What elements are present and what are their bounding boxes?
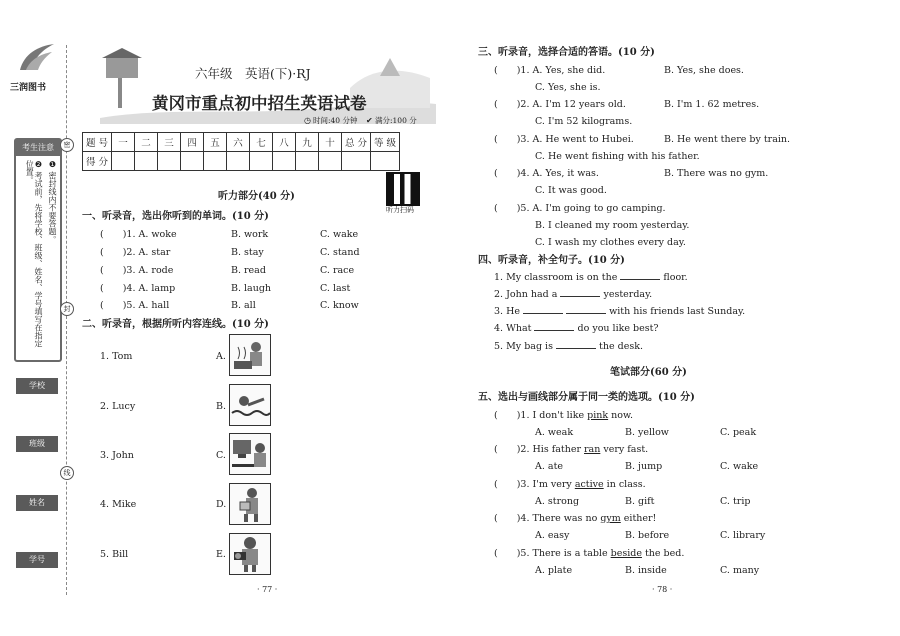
sec4-q4 xyxy=(494,324,659,334)
sec5-q3-post: in class. xyxy=(603,479,646,490)
blank-input[interactable] xyxy=(523,313,563,314)
sec1-q1-a[interactable]: ( )1. A. woke xyxy=(100,229,177,240)
score-cell: 得 分 xyxy=(83,152,112,171)
sec4-q1-pre: 1. My classroom is on the xyxy=(494,272,618,283)
score-cell: 四 xyxy=(181,133,204,152)
sec4-q2 xyxy=(494,290,652,300)
page-number-right: · 78 · xyxy=(652,585,673,594)
sec4-q1 xyxy=(494,273,688,283)
sec3-q4-c[interactable]: C. It was good. xyxy=(535,185,607,196)
sec4-title: 四、听录音，补全句子。(10 分) xyxy=(478,255,625,266)
time-info: 时间:40 分钟 xyxy=(313,116,358,125)
sec5-q1-b[interactable]: B. yellow xyxy=(625,427,669,438)
score-cell: 七 xyxy=(250,133,273,152)
blank-input[interactable] xyxy=(556,348,596,349)
brand-name: 三润图书 xyxy=(10,83,47,93)
sec5-q5-a[interactable]: A. plate xyxy=(535,565,573,576)
reading-picture-icon[interactable] xyxy=(229,483,271,525)
brand-logo-icon xyxy=(14,40,58,76)
sec3-q1-a[interactable]: ( )1. A. Yes, she did. xyxy=(494,65,606,76)
sec5-q3-pre: ( )3. I'm very xyxy=(494,479,575,490)
sec1-q5-a[interactable]: ( )5. A. hall xyxy=(100,300,170,311)
sec5-q4-pre: ( )4. There was no xyxy=(494,513,601,524)
sec4-q5 xyxy=(494,342,643,352)
listening-title: 听力部分(40 分) xyxy=(218,191,295,202)
sec2-title: 二、听录音，根据所听内容连线。(10 分) xyxy=(82,319,269,330)
sec1-title: 一、听录音，选出你听到的单词。(10 分) xyxy=(82,211,269,222)
field-student-id[interactable]: 学号 xyxy=(16,552,58,568)
score-cell: 二 xyxy=(135,133,158,152)
sec4-q2-post: yesterday. xyxy=(603,289,653,300)
sec5-q5[interactable] xyxy=(494,549,684,559)
sec5-q3-a[interactable]: A. strong xyxy=(535,496,580,507)
sec4-q5-post: the desk. xyxy=(599,341,643,352)
score-input[interactable] xyxy=(319,152,342,171)
sec5-q3-underlined: active xyxy=(574,479,604,490)
sec3-q2-c[interactable]: C. I'm 52 kilograms. xyxy=(535,116,633,127)
seal-mark-1: 密 xyxy=(60,138,74,152)
score-cell: 等 级 xyxy=(371,133,400,152)
sec1-q1-c[interactable]: C. wake xyxy=(320,229,359,240)
score-cell: 八 xyxy=(273,133,296,152)
blank-input[interactable] xyxy=(620,279,660,280)
sec5-q1-underlined: pink xyxy=(587,410,609,421)
exam-title: 黄冈市重点初中招生英语试卷 xyxy=(152,94,367,113)
sec5-q4-a[interactable]: A. easy xyxy=(535,530,570,541)
sec1-q5-c[interactable]: C. know xyxy=(320,300,359,311)
sec4-q5-pre: 5. My bag is xyxy=(494,341,553,352)
sidebar xyxy=(6,30,66,600)
score-table-header-row xyxy=(83,133,400,152)
sec3-q1-b[interactable]: B. Yes, she does. xyxy=(664,65,744,76)
seal-line xyxy=(66,45,67,595)
sec5-q5-c[interactable]: C. many xyxy=(720,565,760,576)
seal-mark-2: 封 xyxy=(60,302,74,316)
sec3-q1-c[interactable]: C. Yes, she is. xyxy=(535,82,601,93)
match-name-mike[interactable]: 4. Mike xyxy=(100,499,137,510)
field-school[interactable]: 学校 xyxy=(16,378,58,394)
sec3-q3-b[interactable]: B. He went there by train. xyxy=(664,134,791,145)
sec5-q1-a[interactable]: A. weak xyxy=(535,427,574,438)
qr-label: 听力扫码 xyxy=(386,206,414,214)
field-class[interactable]: 班级 xyxy=(16,436,58,452)
match-name-john[interactable]: 3. John xyxy=(100,450,134,461)
match-name-tom[interactable]: 1. Tom xyxy=(100,351,133,362)
sec5-q4[interactable] xyxy=(494,514,656,524)
sec1-q3-b[interactable]: B. read xyxy=(231,265,266,276)
check-icon: ✔ xyxy=(366,116,373,125)
sec4-q4-post: do you like best? xyxy=(577,323,659,334)
score-cell: 六 xyxy=(227,133,250,152)
score-cell: 题 号 xyxy=(83,133,112,152)
match-letter-b: B. xyxy=(216,401,227,412)
sec5-q3-b[interactable]: B. gift xyxy=(625,496,655,507)
match-name-bill[interactable]: 5. Bill xyxy=(100,549,129,560)
cooking-picture-icon[interactable] xyxy=(229,334,271,376)
score-input[interactable] xyxy=(181,152,204,171)
sec4-q2-pre: 2. John had a xyxy=(494,289,558,300)
sec4-q4-pre: 4. What xyxy=(494,323,532,334)
score-input[interactable] xyxy=(250,152,273,171)
sec3-q5-c[interactable]: C. I wash my clothes every day. xyxy=(535,237,686,248)
sec5-q2-pre: ( )2. His father xyxy=(494,444,585,455)
match-letter-e: E. xyxy=(216,549,226,560)
sec3-q3-c[interactable]: C. He went fishing with his father. xyxy=(535,151,700,162)
score-cell: 十 xyxy=(319,133,342,152)
sec3-q4-a[interactable]: ( )4. A. Yes, it was. xyxy=(494,168,599,179)
sec1-q3-a[interactable]: ( )3. A. rode xyxy=(100,265,174,276)
sec4-q1-post: floor. xyxy=(663,272,688,283)
notice-item-2: ❷ 考试前，先将学校、班级、姓名、学号填写在指定位置。 xyxy=(25,160,43,348)
sec1-q5-b[interactable]: B. all xyxy=(231,300,256,311)
score-cell: 九 xyxy=(296,133,319,152)
score-table xyxy=(82,132,400,171)
score-input[interactable] xyxy=(342,152,371,171)
qr-code-icon[interactable] xyxy=(386,172,420,206)
score-cell: 总 分 xyxy=(342,133,371,152)
score-info: 满分:100 分 xyxy=(375,116,417,125)
sec1-q4-b[interactable]: B. laugh xyxy=(231,283,272,294)
sec5-q2-post: very fast. xyxy=(600,444,649,455)
sec5-q1-pre: ( )1. I don't like xyxy=(494,410,588,421)
sec5-q5-pre: ( )5. There is a table xyxy=(494,548,611,559)
score-cell: 五 xyxy=(204,133,227,152)
score-input[interactable] xyxy=(135,152,158,171)
sec4-q3 xyxy=(494,307,745,317)
sec1-q1-b[interactable]: B. work xyxy=(231,229,269,240)
sec5-q2-a[interactable]: A. ate xyxy=(535,461,564,472)
sec5-q1-post: now. xyxy=(608,410,634,421)
score-cell: 一 xyxy=(112,133,135,152)
sec5-q3-c[interactable]: C. trip xyxy=(720,496,751,507)
match-letter-a: A. xyxy=(216,351,226,362)
score-input[interactable] xyxy=(204,152,227,171)
blank-input[interactable] xyxy=(560,296,600,297)
notice-title: 考生注意 xyxy=(16,140,60,156)
sec1-q3-c[interactable]: C. race xyxy=(320,265,355,276)
score-cell: 三 xyxy=(158,133,181,152)
score-table-score-row xyxy=(83,152,400,171)
sec1-q4-a[interactable]: ( )4. A. lamp xyxy=(100,283,176,294)
sec5-q4-b[interactable]: B. before xyxy=(625,530,670,541)
writing-title: 笔试部分(60 分) xyxy=(610,367,687,378)
sec3-q5-b[interactable]: B. I cleaned my room yesterday. xyxy=(535,220,690,231)
score-input[interactable] xyxy=(227,152,250,171)
sec4-q3-post: with his friends last Sunday. xyxy=(609,306,746,317)
sec5-q2-underlined: ran xyxy=(584,444,601,455)
blank-input[interactable] xyxy=(534,330,574,331)
sec5-q4-c[interactable]: C. library xyxy=(720,530,766,541)
sec5-q4-post: either! xyxy=(620,513,657,524)
sec5-q3[interactable] xyxy=(494,480,646,490)
sec1-q2-a[interactable]: ( )2. A. star xyxy=(100,247,171,258)
sec4-q3-pre: 3. He xyxy=(494,306,520,317)
clock-icon: ◷ xyxy=(304,116,311,125)
score-input[interactable] xyxy=(273,152,296,171)
match-letter-d: D. xyxy=(216,499,227,510)
sec5-q5-b[interactable]: B. inside xyxy=(625,565,667,576)
sec3-q5-a[interactable]: ( )5. A. I'm going to go camping. xyxy=(494,203,666,214)
computer-picture-icon[interactable] xyxy=(229,433,271,475)
match-letter-c: C. xyxy=(216,450,226,461)
sec5-q5-underlined: beside xyxy=(610,548,642,559)
page-number-left: · 77 · xyxy=(257,585,278,594)
score-input[interactable] xyxy=(371,152,400,171)
score-input[interactable] xyxy=(158,152,181,171)
sec5-q2[interactable] xyxy=(494,445,648,455)
sec1-q2-b[interactable]: B. stay xyxy=(231,247,264,258)
sec5-q2-b[interactable]: B. jump xyxy=(625,461,663,472)
sec1-q4-c[interactable]: C. last xyxy=(320,283,351,294)
notice-item-1: ❶ 密封线内不要答题。 xyxy=(48,160,57,244)
sec3-q2-b[interactable]: B. I'm 1. 62 metres. xyxy=(664,99,760,110)
sec5-q1[interactable] xyxy=(494,411,633,421)
sec3-title: 三、听录音，选择合适的答语。(10 分) xyxy=(478,47,655,58)
swimming-picture-icon[interactable] xyxy=(229,384,271,426)
sec1-q2-c[interactable]: C. stand xyxy=(320,247,360,258)
sec5-q2-c[interactable]: C. wake xyxy=(720,461,759,472)
match-name-lucy[interactable]: 2. Lucy xyxy=(100,401,136,412)
sec5-q5-post: the bed. xyxy=(641,548,685,559)
seal-mark-3: 线 xyxy=(60,466,74,480)
sec3-q4-b[interactable]: B. There was no gym. xyxy=(664,168,769,179)
sec3-q2-a[interactable]: ( )2. A. I'm 12 years old. xyxy=(494,99,626,110)
notice-box xyxy=(14,138,62,362)
sec3-q3-a[interactable]: ( )3. A. He went to Hubei. xyxy=(494,134,634,145)
sec5-q4-underlined: gym xyxy=(600,513,621,524)
field-name[interactable]: 姓名 xyxy=(16,495,58,511)
blank-input[interactable] xyxy=(566,313,606,314)
score-input[interactable] xyxy=(296,152,319,171)
score-input[interactable] xyxy=(112,152,135,171)
sec5-q1-c[interactable]: C. peak xyxy=(720,427,757,438)
photography-picture-icon[interactable] xyxy=(229,533,271,575)
grade-subject: 六年级 英语(下)·RJ xyxy=(195,66,311,81)
sec5-title: 五、选出与画线部分属于同一类的选项。(10 分) xyxy=(478,392,695,403)
